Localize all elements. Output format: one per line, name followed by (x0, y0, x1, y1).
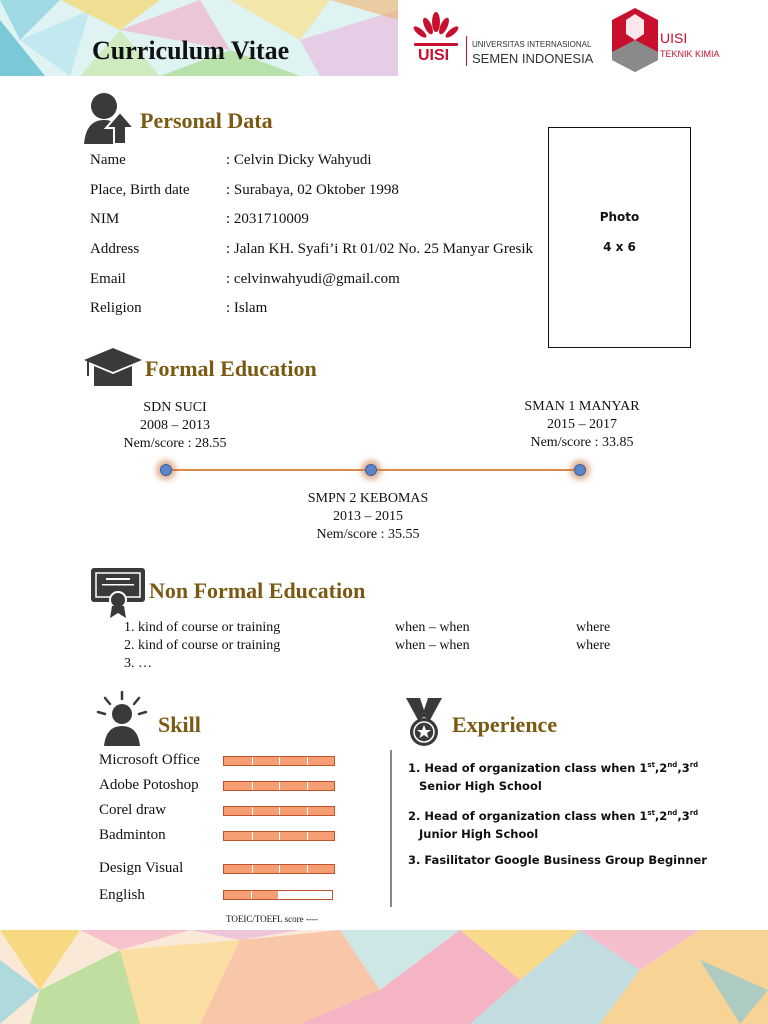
skill-bar-divider (252, 807, 253, 815)
timeline-dot (160, 464, 172, 476)
school-name: SMAN 1 MANYAR (524, 399, 640, 414)
dept-name: TEKNIK KIMIA (660, 49, 720, 59)
personal-value: : Islam (226, 300, 268, 316)
formal-education-heading: Formal Education (145, 356, 317, 381)
experience-text: 3 (681, 760, 690, 775)
education-entry (502, 398, 662, 452)
personal-data-heading: Personal Data (140, 108, 273, 133)
uisi-name-line1: UNIVERSITAS INTERNASIONAL (472, 40, 592, 49)
skill-bar-divider (252, 832, 253, 840)
personal-value: : celvinwahyudi@gmail.com (226, 271, 400, 287)
course-name: 3. … (124, 656, 152, 671)
personal-value: : Jalan KH. Syafi’i Rt 01/02 No. 25 Manyar Gresik (226, 241, 534, 257)
school-years: 2015 – 2017 (547, 417, 617, 432)
school-score: Nem/score : 35.55 (316, 527, 420, 542)
personal-label: Place, Birth date (90, 182, 190, 198)
skill-bar-divider (307, 832, 308, 840)
course-name: 1. kind of course or training (124, 620, 281, 635)
superscript: nd (667, 809, 678, 817)
school-score: Nem/score : 33.85 (530, 435, 634, 450)
experience-text: , (654, 808, 660, 823)
skill-bar (223, 831, 335, 841)
skill-bar-divider (252, 757, 253, 765)
personal-label: Address (90, 241, 140, 257)
experience-text: Junior High School (419, 826, 539, 841)
skill-label: Design Visual (99, 860, 184, 876)
skill-bar-divider (279, 757, 280, 765)
photo-size: 4 x 6 (603, 240, 636, 254)
course-when: when – when (395, 638, 470, 653)
course-name: 2. kind of course or training (124, 638, 281, 653)
skill-heading: Skill (158, 712, 201, 737)
skill-label: English (99, 887, 145, 903)
superscript: st (647, 761, 655, 769)
personal-value: : 2031710009 (226, 211, 309, 227)
education-entry (288, 490, 448, 544)
non-formal-education-heading: Non Formal Education (149, 578, 366, 603)
experience-item: 3. Fasilitator Google Business Group Beginner (408, 853, 707, 867)
experience-text: 1. Head of organization class when 1 (408, 760, 648, 775)
school-years: 2008 – 2013 (140, 418, 210, 433)
personal-label: Email (90, 271, 126, 287)
experience-text: 2 (659, 760, 668, 775)
superscript: st (647, 809, 655, 817)
skill-label: Adobe Potoshop (99, 777, 199, 793)
experience-text: 3 (681, 808, 690, 823)
school-name: SMPN 2 KEBOMAS (307, 491, 429, 506)
skill-bar-divider (252, 782, 253, 790)
school-name: SDN SUCI (143, 400, 207, 415)
course-where: where (576, 620, 611, 635)
experience-text: , (677, 760, 682, 775)
skill-person-icon (96, 690, 148, 746)
skill-bar (223, 864, 335, 874)
school-years: 2013 – 2015 (333, 509, 403, 524)
skill-bar (223, 756, 335, 766)
experience-divider (390, 750, 392, 907)
timeline-dot (365, 464, 377, 476)
personal-label: NIM (90, 211, 120, 227)
skill-bar-divider (307, 757, 308, 765)
teknik-kimia-logo (612, 8, 658, 72)
skill-bar-divider (279, 782, 280, 790)
course-where: where (576, 638, 611, 653)
experience-item (408, 756, 698, 795)
experience-text: 2 (659, 808, 668, 823)
skill-bar-divider (251, 891, 252, 899)
personal-label: Name (90, 152, 126, 168)
personal-value: : Celvin Dicky Wahyudi (226, 152, 372, 168)
photo-label: Photo (599, 210, 640, 224)
experience-text: , (677, 808, 682, 823)
toefl-note: TOEIC/TOEFL score ---- (226, 914, 318, 924)
skill-bar (223, 781, 335, 791)
timeline-dot (574, 464, 586, 476)
skill-bar-divider (252, 865, 253, 873)
experience-text: , (654, 760, 660, 775)
education-entry (100, 399, 250, 453)
certificate-icon (90, 566, 146, 618)
superscript: rd (689, 761, 699, 769)
school-score: Nem/score : 28.55 (123, 436, 227, 451)
personal-value: : Surabaya, 02 Oktober 1998 (226, 182, 399, 198)
footer-banner (0, 930, 768, 1024)
skill-bar-divider (278, 891, 279, 899)
skill-label: Badminton (99, 827, 166, 843)
medal-icon (402, 698, 446, 748)
skill-bar-divider (279, 865, 280, 873)
experience-item (408, 804, 698, 843)
superscript: rd (689, 809, 699, 817)
experience-heading: Experience (452, 712, 558, 737)
page-title: Curriculum Vitae (92, 36, 290, 65)
skill-bar-divider (307, 807, 308, 815)
dept-short: UISI (660, 30, 688, 46)
logo-divider (466, 36, 467, 66)
skill-bar (223, 890, 333, 900)
experience-text: Senior High School (419, 778, 542, 793)
skill-bar-divider (307, 865, 308, 873)
superscript: nd (667, 761, 678, 769)
uisi-logo-text: UISI (418, 47, 450, 64)
experience-text: 2. Head of organization class when 1 (408, 808, 648, 823)
skill-bar (223, 806, 335, 816)
graduation-cap-icon (84, 346, 142, 390)
personal-label: Religion (90, 300, 142, 316)
skill-bar-divider (307, 782, 308, 790)
skill-bar-divider (279, 807, 280, 815)
person-icon (82, 88, 136, 146)
skill-bar-divider (279, 832, 280, 840)
skill-label: Corel draw (99, 802, 167, 818)
skill-bar-divider (305, 891, 306, 899)
uisi-name-line2: SEMEN INDONESIA (472, 51, 594, 66)
skill-label: Microsoft Office (99, 752, 200, 768)
photo-placeholder (548, 127, 691, 348)
course-when: when – when (395, 620, 470, 635)
